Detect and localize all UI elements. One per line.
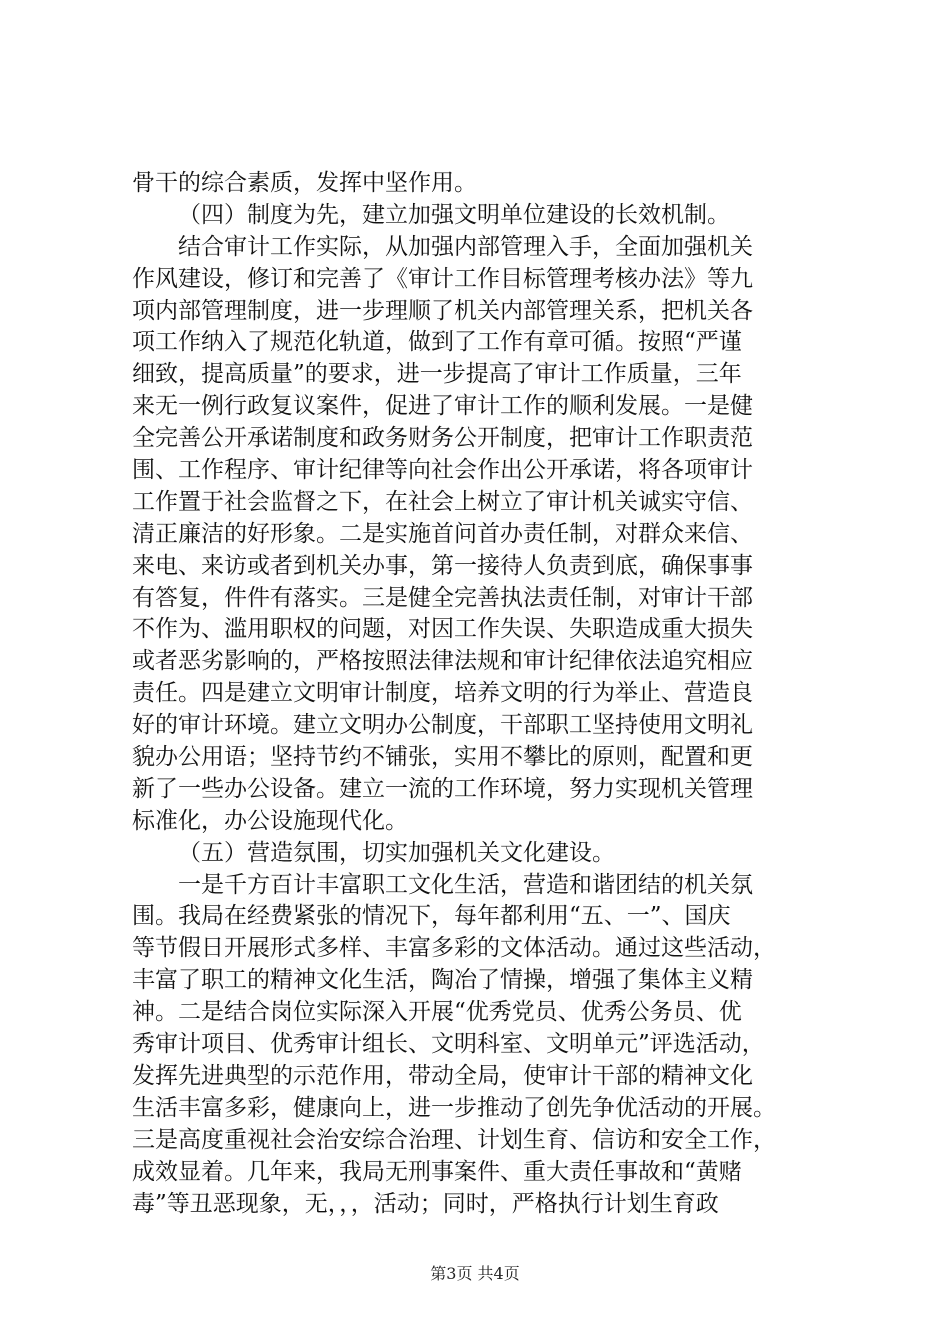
text-line: 丰富了职工的精神文化生活，陶冶了情操，增强了集体主义精 xyxy=(132,967,753,994)
text-line: 骨干的综合素质，发挥中坚作用。 xyxy=(132,170,477,196)
text-line: 等节假日开展形式多样、丰富多彩的文体活动。通过这些活动， xyxy=(132,935,776,962)
text-line: 围。我局在经费紧张的情况下，每年都利用“五、一”、国庆 xyxy=(132,903,731,930)
text-line: 发挥先进典型的示范作用，带动全局，使审计干部的精神文化 xyxy=(132,1062,753,1089)
text-line: 来电、来访或者到机关办事，第一接待人负责到底，确保事事 xyxy=(132,552,753,579)
document-body xyxy=(132,168,832,1220)
text-line: 成效显着。几年来，我局无刑事案件、重大责任事故和“黄赌 xyxy=(132,1158,742,1185)
text-line: 新了一些办公设备。建立一流的工作环境，努力实现机关管理 xyxy=(132,775,753,802)
text-line: 貌办公用语；坚持节约不铺张，实用不攀比的原则，配置和更 xyxy=(132,744,753,771)
text-line: 细致，提高质量”的要求，进一步提高了审计工作质量，三年 xyxy=(132,361,742,388)
text-line: 或者恶劣影响的，严格按照法律法规和审计纪律依法追究相应 xyxy=(132,648,753,675)
text-line: 不作为、滥用职权的问题，对因工作失误、失职造成重大损失 xyxy=(132,616,753,643)
text-line: （四）制度为先，建立加强文明单位建设的长效机制。 xyxy=(178,201,730,228)
text-line: 作风建设，修订和完善了《审计工作目标管理考核办法》等九 xyxy=(132,265,753,292)
text-line: 责任。四是建立文明审计制度，培养文明的行为举止、营造良 xyxy=(132,680,753,707)
text-line: （五）营造氛围，切实加强机关文化建设。 xyxy=(178,839,615,866)
text-line: 项工作纳入了规范化轨道，做到了工作有章可循。按照“严谨 xyxy=(132,329,742,356)
text-line: 一是千方百计丰富职工文化生活，营造和谐团结的机关氛 xyxy=(178,871,753,898)
text-line: 毒”等丑恶现象，无，，，活动；同时，严格执行计划生育政 xyxy=(132,1190,719,1217)
text-line: 好的审计环境。建立文明办公制度，干部职工坚持使用文明礼 xyxy=(132,712,753,739)
text-line: 生活丰富多彩，健康向上，进一步推动了创先争优活动的开展。 xyxy=(132,1094,776,1121)
text-line: 结合审计工作实际，从加强内部管理入手，全面加强机关 xyxy=(178,233,753,260)
text-line: 标准化，办公设施现代化。 xyxy=(132,807,408,834)
text-line: 项内部管理制度，进一步理顺了机关内部管理关系，把机关各 xyxy=(132,297,753,324)
page-footer: 第3页 共4页 xyxy=(430,1264,520,1283)
text-line: 全完善公开承诺制度和政务财务公开制度，把审计工作职责范 xyxy=(132,425,753,452)
text-line: 秀审计项目、优秀审计组长、文明科室、文明单元”评选活动， xyxy=(132,1031,765,1058)
text-line: 来无一例行政复议案件，促进了审计工作的顺利发展。一是健 xyxy=(132,393,753,420)
text-line: 神。二是结合岗位实际深入开展“优秀党员、优秀公务员、优 xyxy=(132,999,742,1026)
text-line: 三是高度重视社会治安综合治理、计划生育、信访和安全工作， xyxy=(132,1126,776,1153)
text-line: 工作置于社会监督之下，在社会上树立了审计机关诚实守信、 xyxy=(132,488,753,515)
text-line: 清正廉洁的好形象。二是实施首问首办责任制，对群众来信、 xyxy=(132,520,753,547)
text-line: 有答复，件件有落实。三是健全完善执法责任制，对审计干部 xyxy=(132,584,753,611)
text-line: 围、工作程序、审计纪律等向社会作出公开承诺，将各项审计 xyxy=(132,457,753,484)
